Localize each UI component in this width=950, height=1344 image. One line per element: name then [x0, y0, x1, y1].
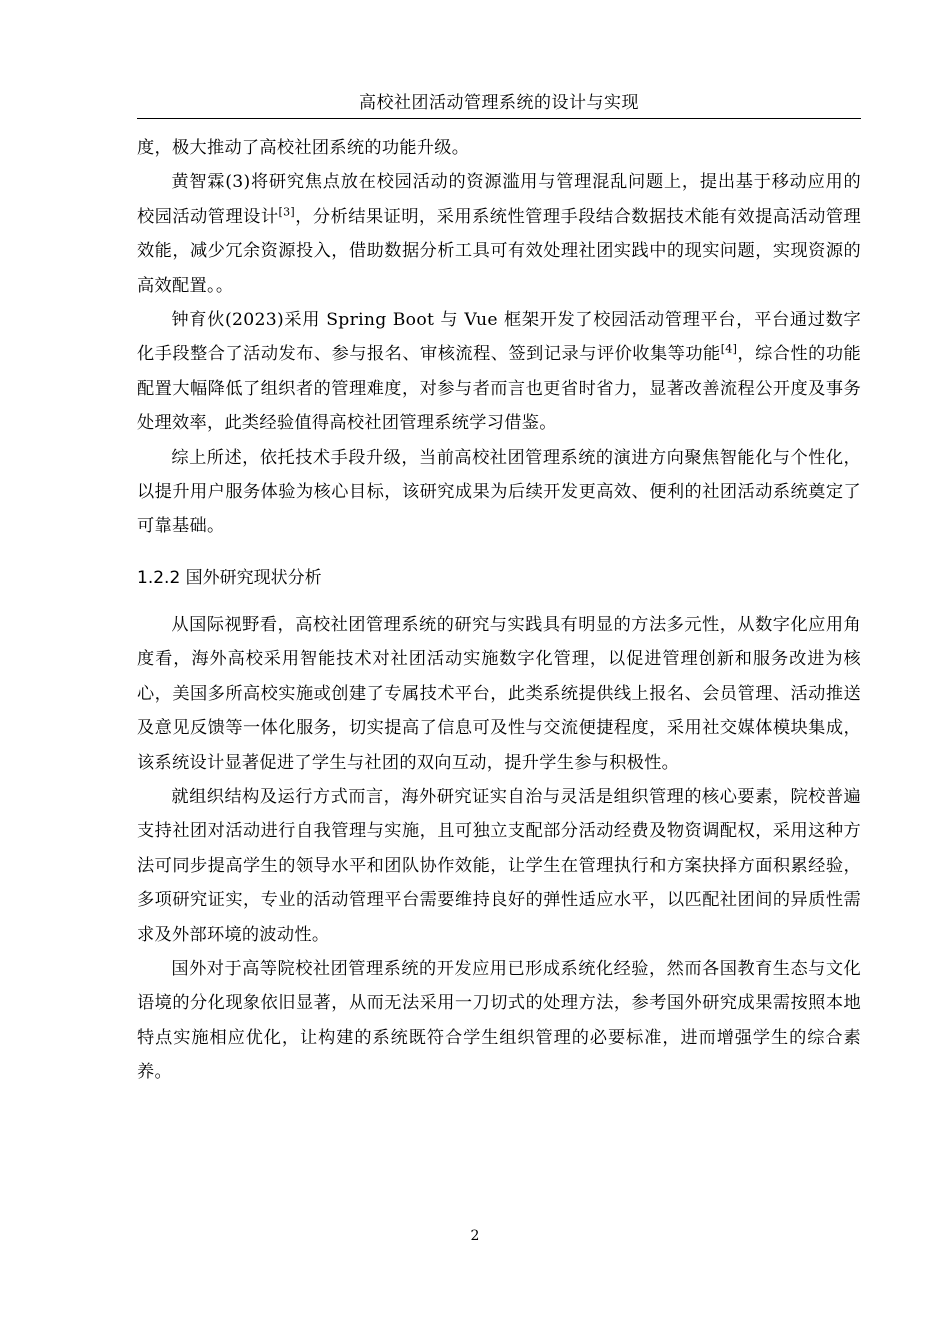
- citation-ref: [4]: [720, 342, 738, 356]
- citation-ref: [3]: [278, 205, 295, 219]
- paragraph-text: ，综合性的功能配置大幅降低了组织者的管理难度，对参与者而言也更省时省力，显著改善流程公开度及事务处理效率，此类经验值得高校社团管理系统学习借鉴。: [137, 344, 862, 434]
- running-header: 高校社团活动管理系统的设计与实现: [359, 93, 639, 113]
- paragraph-continuation: 度，极大推动了高校社团系统的功能升级。: [137, 138, 470, 158]
- header-rule: [137, 118, 861, 119]
- paragraph-text: ，分析结果证明，采用系统性管理手段结合数据技术能有效提高活动管理效能，减少冗余资源投入，借助数据分析工具可有效处理社团实践中的现实问题，实现资源的高效配置。。: [137, 206, 862, 296]
- paragraph-text: 黄智霖(3)将研究焦点放在校园活动的资源滥用与管理混乱问题上，提出基于移动应用的校园活动管理设计: [137, 172, 861, 227]
- paragraph-conclusion: 国外对于高等院校社团管理系统的开发应用已形成系统化经验，然而各国教育生态与文化语境的分化现象依旧显著，从而无法采用一刀切式的处理方法，参考国外研究成果需按照本地特点实施相应优化，让构建的系统既符合学生组织管理的必要标准，进而增强学生的综合素养。: [137, 958, 861, 1083]
- section-heading: 1.2.2 国外研究现状分析: [137, 567, 322, 588]
- paragraph-international-view: 从国际视野看，高校社团管理系统的研究与实践具有明显的方法多元性，从数字化应用角度看，海外高校采用智能技术对社团活动实施数字化管理，以促进管理创新和服务改进为核心，美国多所高校实施或创建了专属技术平台，此类系统提供线上报名、会员管理、活动推送及意见反馈等一体化服务，切实提高了信息可及性与交流便捷程度，采用社交媒体模块集成，该系统设计显著促进了学生与社团的双向互动，提升学生参与积极性。: [137, 614, 861, 773]
- paragraph-zhong-yuhuo: [137, 303, 861, 441]
- paragraph-organization: 就组织结构及运行方式而言，海外研究证实自治与灵活是组织管理的核心要素，院校普遍支持社团对活动进行自我管理与实施，且可独立支配部分活动经费及物资调配权，采用这种方法可同步提高学生的领导水平和团队协作效能，让学生在管理执行和方案抉择方面积累经验，多项研究证实，专业的活动管理平台需要维持良好的弹性适应水平，以匹配社团间的异质性需求及外部环境的波动性。: [137, 786, 861, 945]
- page-number: 2: [470, 1228, 480, 1244]
- paragraph-text: 钟育伙(2023)采用 Spring Boot 与 Vue 框架开发了校园活动管理平台，平台通过数字化手段整合了活动发布、参与报名、审核流程、签到记录与评价收集等功能: [137, 310, 861, 365]
- paragraph-huang-zhilin: [137, 165, 861, 303]
- page-body: [137, 131, 861, 1090]
- paragraph-summary: 综上所述，依托技术手段升级，当前高校社团管理系统的演进方向聚焦智能化与个性化，以提升用户服务体验为核心目标，该研究成果为后续开发更高效、便利的社团活动系统奠定了可靠基础。: [137, 447, 861, 537]
